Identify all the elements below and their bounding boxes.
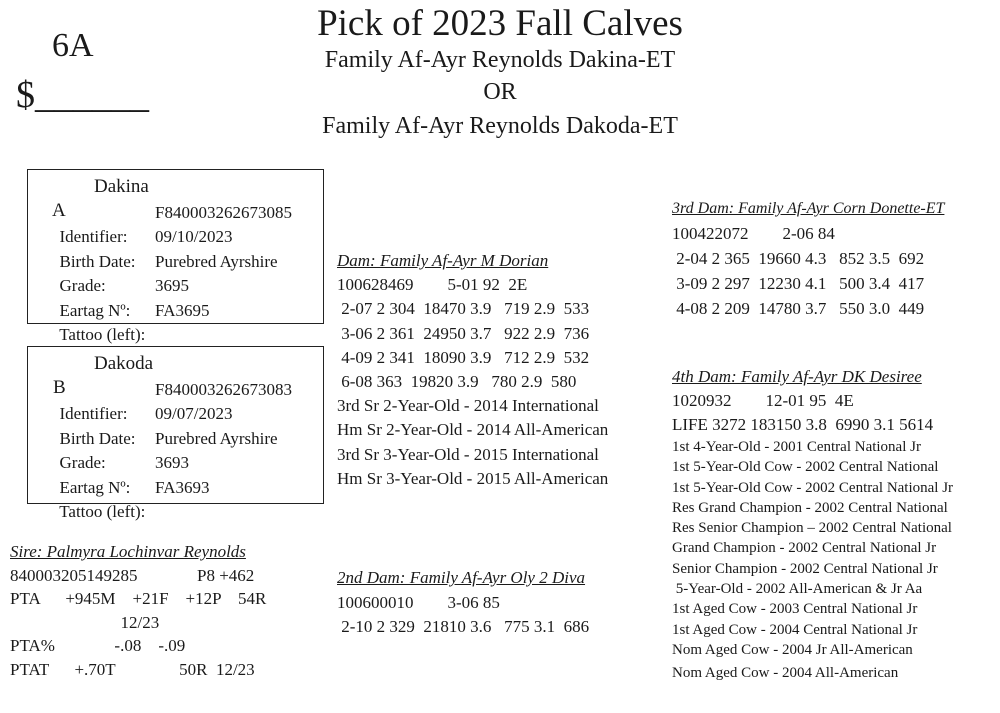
second-dam-line: 2-10 2 329 21810 3.6 775 3.1 686 xyxy=(337,617,590,636)
dam-line: Hm Sr 2-Year-Old - 2014 All-American xyxy=(337,420,609,440)
sire-line: PTAT +.70T 50R 12/23 xyxy=(10,659,255,679)
award-item: 5-Year-Old - 2002 All-American & Jr Aa xyxy=(672,581,923,598)
field-value: F840003262673085 xyxy=(155,203,292,222)
calf-a-name: Dakina xyxy=(94,176,149,197)
field-value: F840003262673083 xyxy=(155,380,292,399)
field-value: 3693 xyxy=(155,453,189,473)
dam-line: 6-08 363 19820 3.9 780 2.9 580 xyxy=(337,372,577,392)
field-label: Eartag Nº: xyxy=(59,300,131,320)
field-value: FA3693 xyxy=(155,477,210,497)
second-dam-section xyxy=(337,566,589,640)
calf-a-fields xyxy=(34,201,292,344)
page-title: Pick of 2023 Fall Calves xyxy=(317,3,683,44)
sire-line: PTA +945M +21F +12P 54R xyxy=(10,589,267,608)
award-item: 1st Aged Cow - 2003 Central National Jr xyxy=(672,601,918,618)
dam-line: Hm Sr 3-Year-Old - 2015 All-American xyxy=(337,468,609,488)
field-value: 3695 xyxy=(155,276,189,296)
field-label: Grade: xyxy=(59,453,106,473)
award-item: 1st Aged Cow - 2004 Central National Jr xyxy=(672,621,918,638)
fourth-dam-awards xyxy=(672,437,953,684)
field-label: Tattoo (left): xyxy=(59,501,146,521)
third-dam-section xyxy=(672,196,944,321)
lot-number: 6A xyxy=(52,27,94,64)
fourth-dam-section xyxy=(672,365,953,684)
award-item: Senior Champion - 2002 Central National Jr xyxy=(672,560,938,577)
field-value: FA3695 xyxy=(155,300,210,320)
option-b-name: Family Af-Ayr Reynolds Dakoda-ET xyxy=(322,113,678,139)
dam-line: 2-07 2 304 18470 3.9 719 2.9 533 xyxy=(337,299,590,319)
calf-a-tattoo-row xyxy=(34,299,210,344)
option-conjunction: OR xyxy=(483,79,517,105)
calf-a-box xyxy=(27,169,324,344)
field-label: Grade: xyxy=(59,276,106,296)
field-label: Birth Date: xyxy=(59,428,136,448)
award-item: Nom Aged Cow - 2004 All-American xyxy=(672,665,899,682)
calf-b-name: Dakoda xyxy=(94,353,154,374)
price-blank: $______ xyxy=(16,74,149,116)
award-item: Res Senior Champion – 2002 Central National xyxy=(672,520,952,537)
dam-heading: Dam: Family Af-Ayr M Dorian xyxy=(337,251,549,270)
award-item: Grand Champion - 2002 Central National Jr xyxy=(672,540,937,557)
calf-b-letter: B xyxy=(53,377,66,399)
option-a-name: Family Af-Ayr Reynolds Dakina-ET xyxy=(324,47,676,73)
dam-section xyxy=(337,249,608,491)
second-dam-heading: 2nd Dam: Family Af-Ayr Oly 2 Diva xyxy=(337,568,586,587)
field-label: Identifier: xyxy=(59,404,128,424)
sire-line: PTA% -.08 -.09 xyxy=(10,636,186,655)
third-dam-line: 3-09 2 297 12230 4.1 500 3.4 417 xyxy=(672,274,925,293)
award-item: 1st 5-Year-Old Cow - 2002 Central National xyxy=(672,459,939,476)
sire-heading: Sire: Palmyra Lochinvar Reynolds xyxy=(10,542,246,561)
fourth-dam-line: 1020932 12-01 95 4E xyxy=(672,391,854,410)
calf-b-box xyxy=(27,346,324,521)
third-dam-line: 2-04 2 365 19660 4.3 852 3.5 692 xyxy=(672,249,925,268)
field-value: Purebred Ayrshire xyxy=(155,251,278,271)
field-value: Purebred Ayrshire xyxy=(155,428,278,448)
dam-line: 3rd Sr 3-Year-Old - 2015 International xyxy=(337,444,599,464)
field-value: 09/10/2023 xyxy=(155,227,233,247)
field-label: Eartag Nº: xyxy=(59,477,131,497)
sire-line: 840003205149285 P8 +462 xyxy=(10,565,255,585)
calf-b-tattoo-row xyxy=(34,476,210,521)
dam-line: 4-09 2 341 18090 3.9 712 2.9 532 xyxy=(337,347,590,367)
sire-line: 12/23 xyxy=(10,612,160,632)
sire-section xyxy=(10,540,266,681)
third-dam-heading: 3rd Dam: Family Af-Ayr Corn Donette-ET xyxy=(672,200,945,217)
field-label: Identifier: xyxy=(59,227,128,247)
award-item: Nom Aged Cow - 2004 Jr All-American xyxy=(672,641,913,658)
dam-line: 3-06 2 361 24950 3.7 922 2.9 736 xyxy=(337,323,590,343)
award-item: Res Grand Champion - 2002 Central National xyxy=(672,499,948,516)
third-dam-line: 100422072 2-06 84 xyxy=(672,224,835,243)
field-label: Tattoo (left): xyxy=(59,324,146,344)
dam-line: 3rd Sr 2-Year-Old - 2014 International xyxy=(337,396,599,416)
fourth-dam-heading: 4th Dam: Family Af-Ayr DK Desiree xyxy=(672,367,922,386)
third-dam-line: 4-08 2 209 14780 3.7 550 3.0 449 xyxy=(672,299,925,318)
field-value: 09/07/2023 xyxy=(155,404,233,424)
dam-line: 100628469 5-01 92 2E xyxy=(337,275,528,295)
calf-a-letter: A xyxy=(51,200,66,222)
second-dam-line: 100600010 3-06 85 xyxy=(337,592,500,612)
award-item: 1st 5-Year-Old Cow - 2002 Central National Jr xyxy=(672,479,954,496)
field-label: Birth Date: xyxy=(59,251,136,271)
award-item: 1st 4-Year-Old - 2001 Central National Jr xyxy=(672,439,921,455)
calf-b-fields xyxy=(34,378,292,521)
fourth-dam-line: LIFE 3272 183150 3.8 6990 3.1 5614 xyxy=(672,415,934,434)
